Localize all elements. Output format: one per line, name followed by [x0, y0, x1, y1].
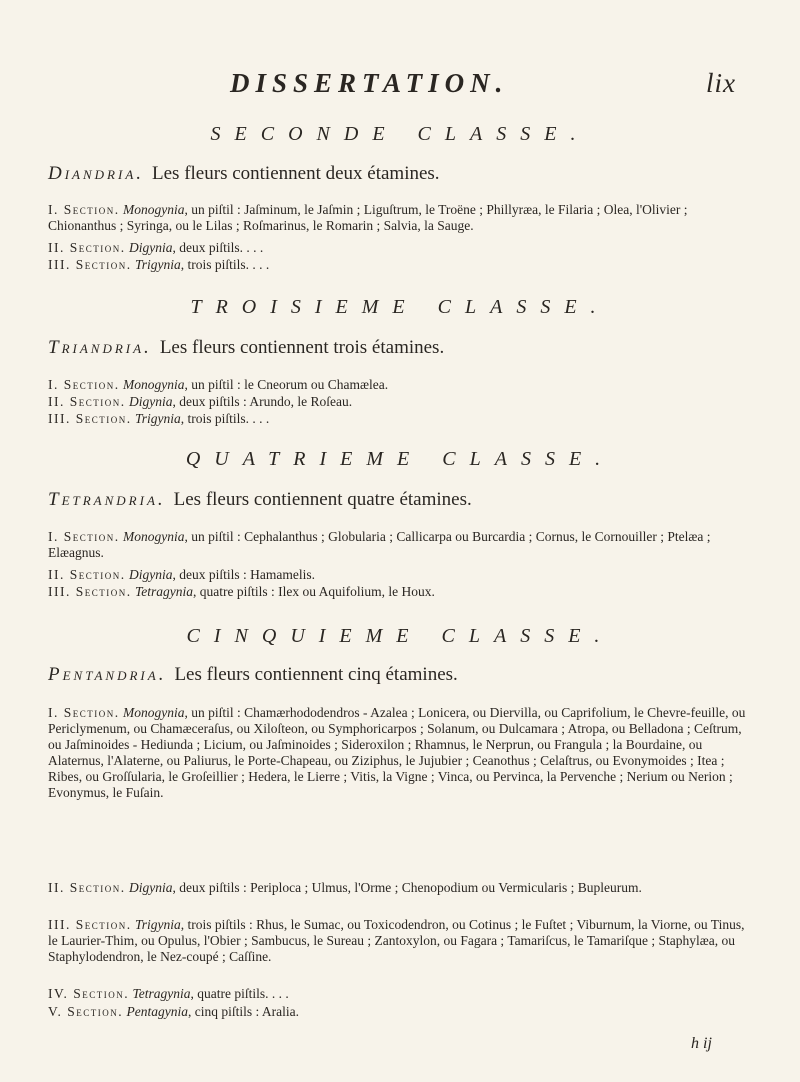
class-heading-triandria	[48, 337, 444, 359]
section-order: Pentagynia	[126, 1004, 188, 1019]
section-entry	[48, 917, 752, 965]
section-text: , un piſtil : Jaſminum, le Jaſmin ; Liguſtrum, le Troëne ; Phillyræa, le Filaria ; Olea, l'Olivier ; Chionanthus ; Syringa, ou le Lilas ; Roſmarinus, le Romarin ; Salvia, la Sauge.	[48, 202, 688, 233]
section-entry	[48, 986, 752, 1002]
section-entry	[48, 584, 752, 600]
section-label: III. Section.	[48, 257, 132, 272]
section-entry	[48, 411, 752, 427]
section-order: Digynia	[129, 240, 173, 255]
section-entry	[48, 202, 752, 234]
section-order: Digynia	[129, 394, 173, 409]
section-label: V. Section.	[48, 1004, 124, 1019]
group-name: Pentandria.	[48, 664, 167, 685]
section-label: IV. Section.	[48, 986, 130, 1001]
class-heading-pentandria	[48, 664, 458, 686]
section-order: Digynia	[129, 880, 173, 895]
section-order: Monogynia	[123, 202, 185, 217]
class-title-4: QUATRIEME CLASSE.	[185, 448, 615, 470]
class-title-2: SECONDE CLASSE.	[210, 123, 590, 145]
section-order: Digynia	[129, 567, 173, 582]
section-text: , trois piſtils. . . .	[180, 411, 270, 426]
section-label: II. Section.	[48, 567, 126, 582]
running-title: DISSERTATION.	[230, 68, 509, 98]
section-label: II. Section.	[48, 240, 126, 255]
signature-mark: h ij	[691, 1035, 712, 1052]
section-label: I. Section.	[48, 377, 120, 392]
section-order: Monogynia	[123, 377, 185, 392]
section-order: Trigynia	[135, 411, 181, 426]
section-order: Monogynia	[123, 529, 185, 544]
section-order: Monogynia	[123, 705, 185, 720]
page-number: lix	[706, 68, 736, 98]
group-name: Diandria.	[48, 163, 145, 184]
section-label: I. Section.	[48, 529, 120, 544]
section-text: , quatre piſtils : Ilex ou Aquifolium, le Houx.	[193, 584, 435, 599]
section-entry	[48, 377, 752, 393]
section-text: , deux piſtils : Periploca ; Ulmus, l'Orme ; Chenopodium ou Vermicularis ; Bupleurum.	[172, 880, 642, 895]
group-text: Les fleurs contiennent quatre étamines.	[173, 489, 472, 510]
section-text: , trois piſtils. . . .	[180, 257, 270, 272]
section-label: III. Section.	[48, 917, 132, 932]
section-order: Tetragynia	[135, 584, 194, 599]
section-entry	[48, 567, 752, 583]
group-text: Les fleurs contiennent deux étamines.	[152, 163, 440, 184]
section-entry	[48, 257, 752, 273]
class-title-5: CINQUIEME CLASSE.	[186, 625, 614, 647]
group-name: Triandria.	[48, 337, 152, 358]
section-text: , un piſtil : Cephalanthus ; Globularia ; Callicarpa ou Burcardia ; Cornus, le Cornouiller ; Ptelæa ; Elæagnus.	[48, 529, 711, 560]
section-entry	[48, 1004, 752, 1020]
section-label: I. Section.	[48, 202, 120, 217]
class-heading-diandria	[48, 163, 440, 185]
section-entry	[48, 394, 752, 410]
section-text: , trois piſtils : Rhus, le Sumac, ou Toxicodendron, ou Cotinus ; le Fuſtet ; Viburnum, la Viorne, ou Tinus, le Laurier-Thim, ou Opulus, l'Obier ; Sambucus, le Sureau ; Zantoxylon, ou Fagara ; Tamariſcus, le Tamariſque ; Staphylæa, ou Staphylodendron, le Nez-coupé ; Caſſine.	[48, 917, 745, 964]
class-heading-tetrandria	[48, 489, 472, 511]
section-text: , deux piſtils. . . .	[172, 240, 264, 255]
section-entry	[48, 240, 752, 256]
section-text: , un piſtil : le Cneorum ou Chamælea.	[184, 377, 389, 392]
section-label: III. Section.	[48, 411, 132, 426]
group-name: Tetrandria.	[48, 489, 166, 510]
section-text: , deux piſtils : Hamamelis.	[172, 567, 315, 582]
section-label: II. Section.	[48, 880, 126, 895]
section-label: II. Section.	[48, 394, 126, 409]
section-order: Tetragynia	[132, 986, 191, 1001]
section-text: , deux piſtils : Arundo, le Roſeau.	[172, 394, 353, 409]
section-entry	[48, 705, 752, 801]
page-header	[0, 68, 800, 108]
section-label: I. Section.	[48, 705, 120, 720]
section-text: , quatre piſtils. . . .	[190, 986, 289, 1001]
section-order: Trigynia	[135, 257, 181, 272]
group-text: Les fleurs contiennent trois étamines.	[159, 337, 445, 358]
group-text: Les fleurs contiennent cinq étamines.	[174, 664, 458, 685]
section-order: Trigynia	[135, 917, 181, 932]
section-entry	[48, 880, 752, 896]
section-text: , un piſtil : Chamærhododendros - Azalea ; Lonicera, ou Diervilla, ou Caprifolium, le Chevre-feuille, ou Periclymenum, ou Chamæceraſus, ou Xiloſteon, ou Symphoricarpos ; Solanum, ou Dulcamara ; Atropa, ou Belladona ; Ceſtrum, ou Jaſminoides - Hediunda ; Licium, ou Jaſminoides ; Sideroxilon ; Rhamnus, le Nerprun, ou Frangula ; la Bourdaine, ou Alaternus, l'Alaterne, ou Paliurus, le Porte-Chapeau, ou Ziziphus, le Jujubier ; Ceanothus ; Celaſtrus, ou Evonymoides ; Itea ; Ribes, ou Groſſularia, le Groſeillier ; Hedera, le Lierre ; Vitis, la Vigne ; Vinca, ou Pervinca, la Pervenche ; Nerium ou Nerion ; Evonymus, le Fuſain.	[48, 705, 746, 800]
section-entry	[48, 529, 752, 561]
section-label: III. Section.	[48, 584, 132, 599]
class-title-3: TROISIEME CLASSE.	[190, 296, 610, 318]
section-text: , cinq piſtils : Aralia.	[188, 1004, 299, 1019]
